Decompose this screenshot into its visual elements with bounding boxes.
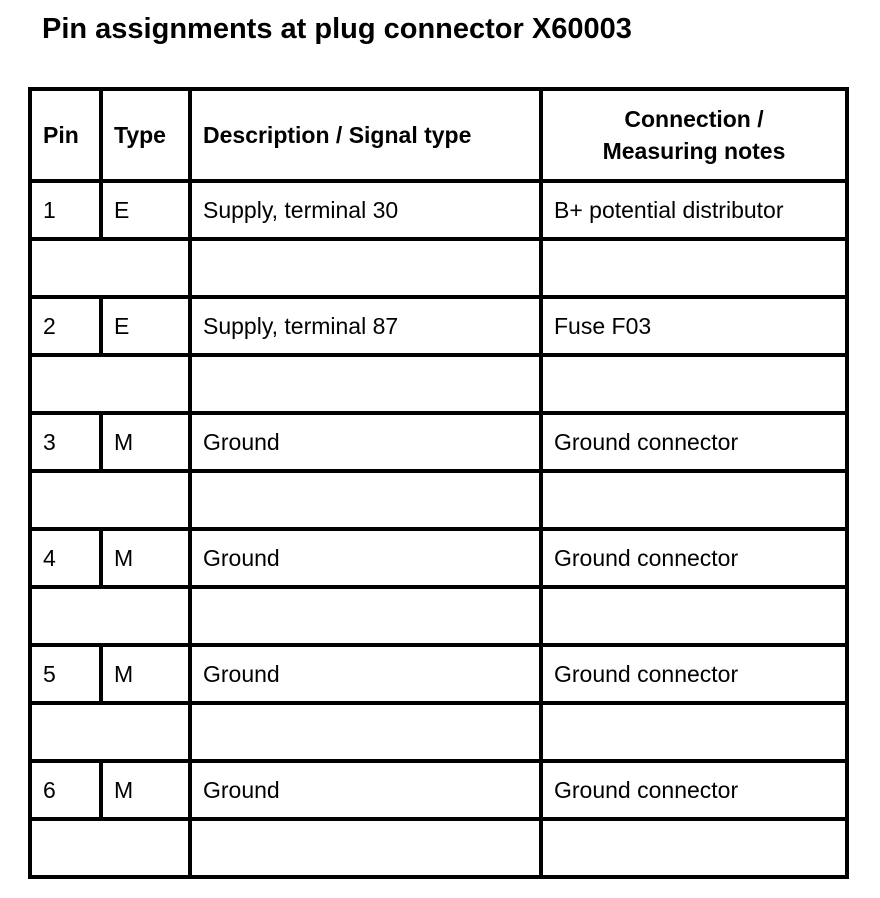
spacer-cell <box>30 471 190 529</box>
cell-description: Supply, terminal 30 <box>190 181 541 239</box>
table-spacer-row <box>30 703 847 761</box>
table-spacer-row <box>30 239 847 297</box>
cell-description: Ground <box>190 413 541 471</box>
cell-type: M <box>101 529 190 587</box>
table-row <box>30 181 847 239</box>
cell-connection: Ground connector <box>541 761 847 819</box>
cell-connection: Ground connector <box>541 529 847 587</box>
spacer-cell <box>190 239 541 297</box>
spacer-cell <box>30 355 190 413</box>
header-connection-line2: Measuring notes <box>602 138 786 164</box>
cell-description: Ground <box>190 761 541 819</box>
spacer-cell <box>541 355 847 413</box>
spacer-cell <box>190 471 541 529</box>
cell-pin: 3 <box>30 413 101 471</box>
header-description: Description / Signal type <box>190 89 541 181</box>
cell-pin: 5 <box>30 645 101 703</box>
spacer-cell <box>190 703 541 761</box>
table-row <box>30 761 847 819</box>
header-connection-line1: Connection / <box>624 106 764 132</box>
cell-type: M <box>101 413 190 471</box>
table-header-row <box>30 89 847 181</box>
cell-connection: Fuse F03 <box>541 297 847 355</box>
table-spacer-row <box>30 587 847 645</box>
cell-pin: 6 <box>30 761 101 819</box>
spacer-cell <box>190 355 541 413</box>
header-connection <box>541 89 847 181</box>
cell-connection: Ground connector <box>541 413 847 471</box>
header-pin: Pin <box>30 89 101 181</box>
cell-pin: 1 <box>30 181 101 239</box>
cell-description: Supply, terminal 87 <box>190 297 541 355</box>
spacer-cell <box>30 819 190 877</box>
spacer-cell <box>541 239 847 297</box>
table-row <box>30 413 847 471</box>
page-title: Pin assignments at plug connector X60003 <box>42 13 632 45</box>
header-type: Type <box>101 89 190 181</box>
table-spacer-row <box>30 819 847 877</box>
spacer-cell <box>30 703 190 761</box>
table-spacer-row <box>30 355 847 413</box>
spacer-cell <box>541 471 847 529</box>
spacer-cell <box>541 819 847 877</box>
table-row <box>30 297 847 355</box>
cell-connection: Ground connector <box>541 645 847 703</box>
cell-type: M <box>101 645 190 703</box>
cell-description: Ground <box>190 645 541 703</box>
spacer-cell <box>30 587 190 645</box>
cell-type: E <box>101 297 190 355</box>
cell-pin: 4 <box>30 529 101 587</box>
table-spacer-row <box>30 471 847 529</box>
table-row <box>30 529 847 587</box>
cell-description: Ground <box>190 529 541 587</box>
cell-connection: B+ potential distributor <box>541 181 847 239</box>
spacer-cell <box>30 239 190 297</box>
cell-type: M <box>101 761 190 819</box>
spacer-cell <box>190 587 541 645</box>
cell-pin: 2 <box>30 297 101 355</box>
cell-type: E <box>101 181 190 239</box>
table-row <box>30 645 847 703</box>
pin-assignment-table <box>28 87 849 879</box>
spacer-cell <box>190 819 541 877</box>
spacer-cell <box>541 703 847 761</box>
spacer-cell <box>541 587 847 645</box>
